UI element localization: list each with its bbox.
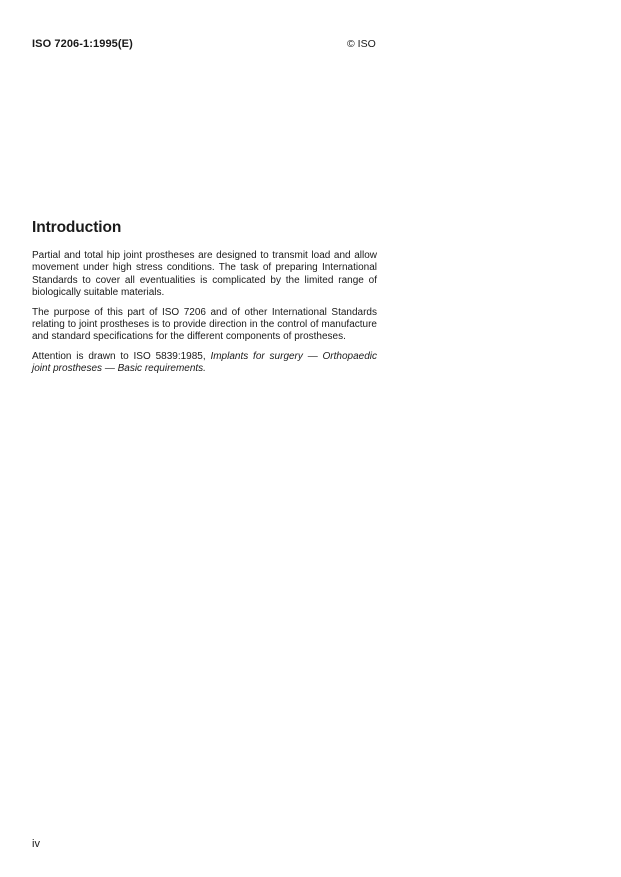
reference-lead-text: Attention is drawn to ISO 5839:1985, (32, 350, 211, 362)
section-title: Introduction (32, 219, 122, 236)
intro-paragraph-2: The purpose of this part of ISO 7206 and of other International Standards relating to joint prostheses is to provide direction in the control of manufacture and standard specifications for the different components of prostheses. (32, 306, 377, 343)
copyright-notice: © ISO (347, 38, 376, 50)
intro-paragraph-1: Partial and total hip joint prostheses are designed to transmit load and allow movement under high stress conditions. The task of preparing International Standards to cover all eventualities is complicated by the limited range of biologically suitable materials. (32, 250, 377, 299)
intro-paragraph-3 (32, 351, 377, 376)
page-number: iv (32, 838, 40, 850)
introduction-body (32, 250, 377, 383)
document-id: ISO 7206-1:1995(E) (32, 38, 133, 50)
referenced-standard-title: Implants for surgery — Orthopaedic joint prostheses — Basic requirements. (32, 350, 378, 375)
